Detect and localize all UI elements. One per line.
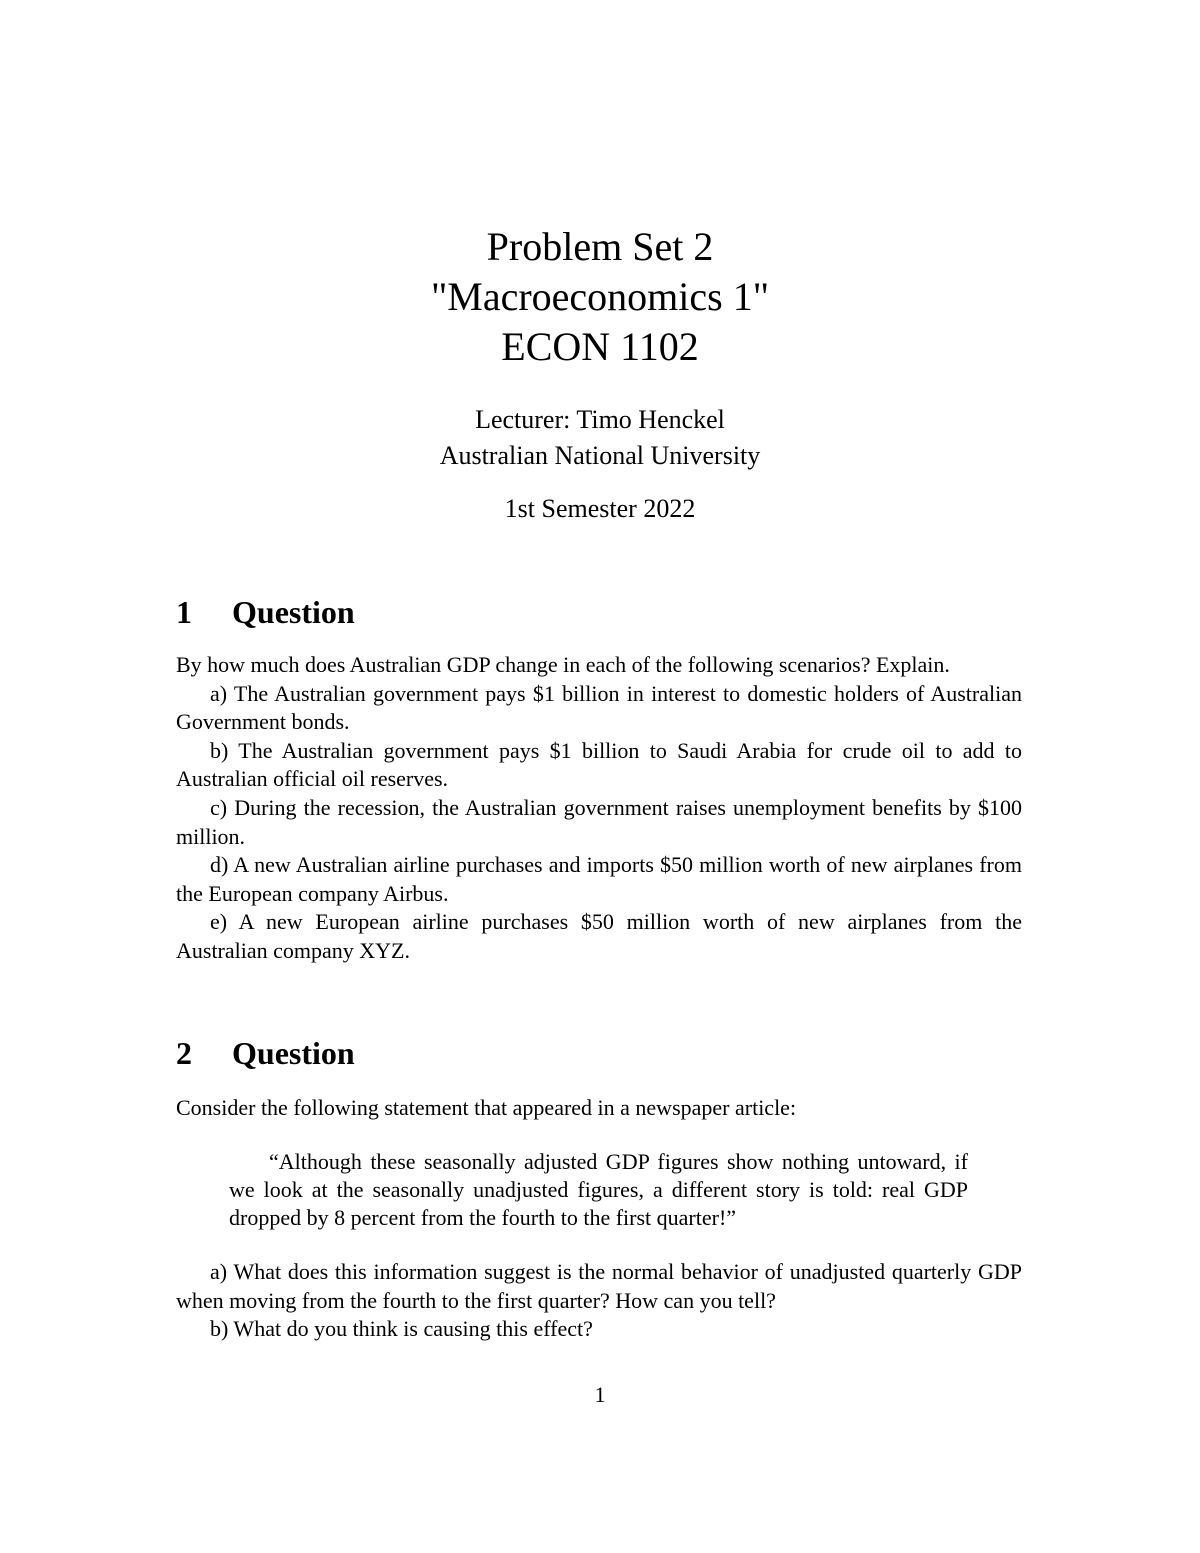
scenario-item: e) A new European airline purchases $50 million worth of new airplanes from the Australian company XYZ. (176, 909, 1022, 963)
title-problem-set: Problem Set 2 (486, 224, 714, 269)
question-item: b) What do you think is causing this effect? (210, 1316, 593, 1342)
section-number: 2 (176, 1035, 192, 1071)
section-1-heading (176, 592, 355, 632)
date-block (0, 491, 1200, 527)
question-intro: Consider the following statement that appeared in a newspaper article: (176, 1095, 797, 1120)
section-title: Question (232, 1035, 355, 1071)
scenario-item: c) During the recession, the Australian government raises unemployment benefits by $100 million. (176, 794, 1022, 849)
university-line: Australian National University (439, 441, 761, 470)
scenario-item: a) The Australian government pays $1 billion in interest to domestic holders of Australian Government bonds. (176, 680, 1022, 735)
section-2-body (176, 1258, 1022, 1344)
title-block (0, 222, 1200, 372)
section-title: Question (232, 594, 355, 630)
section-2-heading (176, 1033, 355, 1073)
scenario-item: b) The Australian government pays $1 billion to Saudi Arabia for crude oil to add to Australian official oil reserves. (176, 737, 1022, 792)
page-number: 1 (594, 1382, 606, 1407)
scenario-item: d) A new Australian airline purchases and imports $50 million worth of new airplanes from the European company Airbus. (176, 852, 1022, 906)
lecturer-line: Lecturer: Timo Henckel (475, 405, 725, 434)
section-2-intro (176, 1094, 1022, 1123)
section-1-body (176, 651, 1022, 966)
semester-line: 1st Semester 2022 (504, 494, 696, 523)
newspaper-quote: “Although these seasonally adjusted GDP figures show nothing untoward, if we look at the seasonally unadjusted figures, a different story is told: real GDP dropped by 8 percent from the fourth to the first quarter!” (229, 1149, 968, 1230)
title-course-name: "Macroeconomics 1" (430, 274, 770, 319)
question-intro: By how much does Australian GDP change in each of the following scenarios? Explain. (176, 652, 950, 677)
author-block (0, 402, 1200, 474)
question-item: a) What does this information suggest is the normal behavior of unadjusted quarterly GDP when moving from the fourth to the first quarter? How can you tell? (176, 1259, 1022, 1313)
section-number: 1 (176, 594, 192, 630)
title-course-code: ECON 1102 (501, 324, 699, 369)
